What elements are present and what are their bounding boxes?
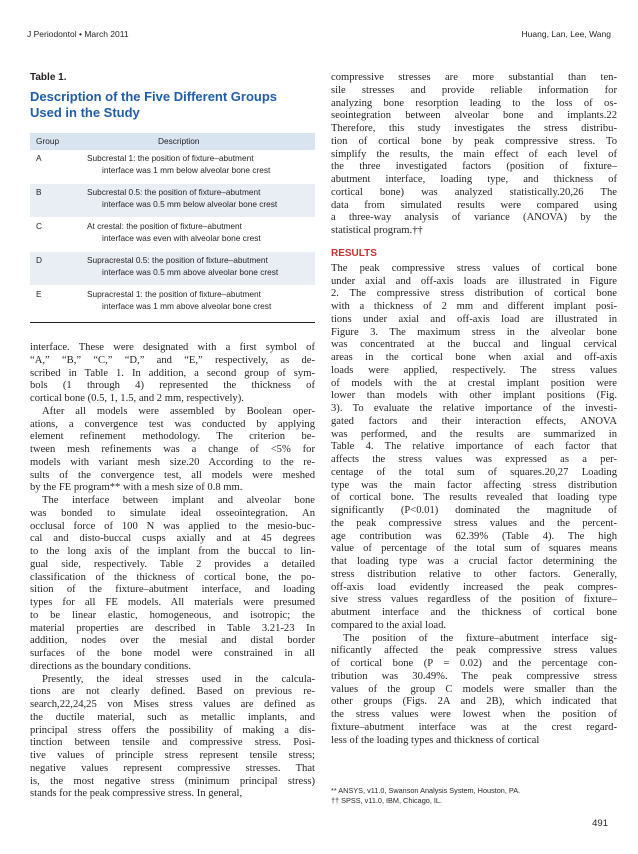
text-line: significantly (P<0.01) dominated the magnitude of bbox=[331, 505, 617, 516]
text-line: cortical bone (0.5, 1, 1.5, and 2 mm, respectively). bbox=[30, 393, 244, 404]
running-head bbox=[27, 29, 611, 43]
text-line: simplify the results, the main effect of each level of bbox=[331, 148, 617, 160]
text-line: ations, a convergence test was conducted by applying bbox=[30, 418, 315, 430]
results-heading: RESULTS bbox=[331, 247, 377, 259]
left-column bbox=[30, 72, 315, 800]
table-row bbox=[30, 184, 315, 218]
text-line: stress distribution relative to other factors. Generally, bbox=[331, 568, 617, 580]
text-line: the stress values were lowest when the position of bbox=[331, 709, 617, 720]
text-line: tion of cortical bone by peak compressive stress. To bbox=[331, 135, 617, 147]
text-line: centage of the total sum of squares.20,27 Loading bbox=[331, 466, 617, 478]
table-title-line: Used in the Study bbox=[30, 105, 140, 120]
text-line: by the FE program** with a mesh size of 0.8 mm. bbox=[30, 482, 243, 494]
group-cell: E bbox=[36, 289, 42, 299]
text-line: gated factors and their interaction effects, ANOVA bbox=[331, 415, 617, 427]
paragraph bbox=[331, 72, 617, 238]
text-line: compressive stresses are more substantial than ten- bbox=[331, 72, 617, 83]
journal-citation: J Periodontol • March 2011 bbox=[27, 29, 129, 39]
text-line: models with variant mesh size.20 According to the re- bbox=[30, 456, 315, 468]
groups-table bbox=[30, 133, 315, 323]
text-line: sile stresses and provide reliable information for bbox=[331, 84, 617, 96]
description-cell: Supracrestal 1: the position of fixture–abutment bbox=[87, 289, 261, 299]
text-line: is, the most negative stress (minimum principal stress) bbox=[30, 775, 315, 787]
table-title-line: Description of the Five Different Groups bbox=[30, 89, 278, 104]
right-column bbox=[331, 72, 617, 747]
text-line: surfaces of the bone model were constrained in all bbox=[30, 648, 315, 659]
text-line: bols (1 through 4) represented the thickness of bbox=[30, 380, 315, 392]
text-line: Table 4. The relative importance of each factor that bbox=[331, 441, 617, 453]
text-line: principal stress offers the possibility of making a dis- bbox=[30, 724, 315, 736]
text-line: other groups (Figs. 2A and 2B), which indicated that bbox=[331, 696, 617, 708]
text-line: less of the loading types and thickness of cortical bbox=[331, 734, 540, 746]
text-line: was concentrated at the buccal and lingual cervical bbox=[331, 339, 617, 351]
text-line: 3). To evaluate the relative importance of the investi- bbox=[331, 403, 617, 414]
table-header-row bbox=[30, 133, 315, 150]
text-line: tions are not clearly defined. Based on previous re- bbox=[30, 686, 315, 698]
text-line: was performed, and the results are summarized in bbox=[331, 428, 617, 440]
table-title bbox=[30, 89, 315, 121]
description-cell-continued: interface was 0.5 mm above alveolar bone crest bbox=[102, 267, 279, 277]
text-line: occlusal force of 100 N was applied to the mesio-buc- bbox=[30, 520, 315, 532]
text-line: abutment interface, loading type, and thickness of bbox=[331, 174, 617, 185]
text-line: search,22,24,25 von Mises stress values are defined as bbox=[30, 699, 315, 710]
text-line: negative values represent compressive stresses. That bbox=[30, 762, 315, 774]
footnote: ** ANSYS, v11.0, Swanson Analysis System, Houston, PA. bbox=[331, 786, 521, 795]
text-line: type was the main factor affecting stress distribution bbox=[331, 479, 617, 491]
text-line: abutment interface and the thickness of cortical bone bbox=[331, 607, 617, 618]
text-line: addition, nodes over the mesial and distal border bbox=[30, 635, 315, 647]
text-line: tinction between tensile and compressive stress. Posi- bbox=[30, 737, 315, 749]
text-line: a three-way analysis of variance (ANOVA) by the bbox=[331, 212, 617, 224]
text-line: the ductile material, such as metallic implants, and bbox=[30, 711, 315, 723]
description-cell: Supracrestal 0.5: the position of fixture–abutment bbox=[87, 255, 268, 265]
footnotes bbox=[331, 786, 617, 806]
text-line: classification of the thickness of cortical bone, the po- bbox=[30, 571, 315, 583]
text-line: element refinement methodology. The criterion be- bbox=[30, 431, 315, 443]
text-line: scribed in Table 1. In addition, a second group of sym- bbox=[30, 367, 315, 379]
paragraph bbox=[30, 674, 315, 802]
text-line: off-axis load evidently increased the peak compres- bbox=[331, 581, 617, 593]
text-line: value of percentage of the total sum of squares means bbox=[331, 543, 617, 555]
table-bottom-rule bbox=[30, 322, 315, 323]
text-line: tions under axial and off-axis load are illustrated in bbox=[331, 313, 617, 325]
group-cell: C bbox=[36, 221, 42, 231]
paragraph bbox=[331, 263, 617, 633]
text-line: values of the group C models were smaller than the bbox=[331, 683, 617, 695]
text-line: analyzing bone resorption leading to the loss of os- bbox=[331, 97, 617, 109]
description-cell-continued: interface was even with alveolar bone crest bbox=[102, 233, 261, 243]
text-line: After all models were assembled by Boolean oper- bbox=[42, 405, 315, 417]
text-line: directions as the boundary conditions. bbox=[30, 660, 191, 672]
text-line: types for all FE models. All materials were presumed bbox=[30, 597, 315, 608]
text-line: age contribution was 62.39% (Table 4). The high bbox=[331, 530, 617, 542]
author-names: Huang, Lan, Lee, Wang bbox=[521, 29, 611, 39]
description-cell: At crestal: the position of fixture–abutment bbox=[87, 221, 242, 231]
text-line: sults of the convergence test, all models were meshed bbox=[30, 469, 315, 481]
text-line: with a thickness of 2 mm and different implant posi- bbox=[331, 301, 617, 312]
text-line: statistical program.†† bbox=[331, 225, 423, 236]
group-cell: A bbox=[36, 153, 42, 163]
text-line: Presently, the ideal stresses used in the calcula- bbox=[42, 673, 315, 685]
text-line: to the long axis of the implant from the buccal to lin- bbox=[30, 546, 315, 557]
text-line: loads were applied, respectively. The stress values bbox=[331, 364, 617, 376]
text-line: The peak compressive stress values of cortical bone bbox=[331, 262, 617, 274]
text-line: tive values of principle stress represent tensile stress; bbox=[30, 750, 315, 761]
column-header-description: Description bbox=[158, 136, 200, 146]
text-line: was bonded to simulate ideal osseointegration. An bbox=[30, 507, 315, 519]
text-line: Figure 3. The maximum stress in the alveolar bone bbox=[331, 326, 617, 338]
description-cell-continued: interface was 0.5 mm below alveolar bone crest bbox=[102, 199, 278, 209]
text-line: areas in the cortical bone when axial and off-axis bbox=[331, 352, 617, 363]
text-line: under axial and off-axis loads are illustrated in Figure bbox=[331, 275, 617, 287]
text-line: fixture–abutment interface was at the crest regard- bbox=[331, 721, 617, 733]
text-line: seointegration between alveolar bone and implants.22 bbox=[331, 110, 617, 122]
text-line: of cortical bone (P = 0.02) and the percentage con- bbox=[331, 658, 617, 669]
table-row bbox=[30, 286, 315, 320]
paragraph bbox=[30, 406, 315, 495]
text-line: compared to the axial load. bbox=[331, 619, 447, 631]
description-cell-continued: interface was 1 mm above alveolar bone crest bbox=[102, 301, 272, 311]
text-line: of models with the at crestal implant position were bbox=[331, 377, 617, 389]
text-line: “A,” “B,” “C,” “D,” and “E,” respectively, as de- bbox=[30, 354, 315, 366]
text-line: cal and disto-buccal cusps axially and at 45 degrees bbox=[30, 533, 315, 545]
group-cell: B bbox=[36, 187, 42, 197]
text-line: affects the stress values was expressed as a per- bbox=[331, 454, 617, 465]
text-line: to be linear elastic, homogeneous, and isotropic; the bbox=[30, 609, 315, 621]
paragraph bbox=[331, 633, 617, 748]
text-line: nificantly affected the peak compressive stress values bbox=[331, 645, 617, 657]
table-row bbox=[30, 218, 315, 252]
text-line: interface. These were designated with a first symbol of bbox=[30, 342, 315, 353]
text-line: stands for the peak compressive stress. In general, bbox=[30, 788, 243, 800]
footnote: †† SPSS, v11.0, IBM, Chicago, IL. bbox=[331, 796, 442, 805]
description-cell: Subcrestal 1: the position of fixture–abutment bbox=[87, 153, 254, 163]
table-row bbox=[30, 150, 315, 184]
paragraph bbox=[30, 342, 315, 406]
text-line: material properties are described in Table 3.21-23 In bbox=[30, 622, 315, 634]
text-line: lower than models with other implant positions (Fig. bbox=[331, 390, 617, 402]
table-label: Table 1. bbox=[30, 72, 67, 83]
text-line: sition of the fixture–abutment interface, and loading bbox=[30, 584, 315, 596]
description-cell-continued: interface was 1 mm below alveolar bone crest bbox=[102, 165, 271, 175]
text-line: of cortical bone. The results revealed that loading type bbox=[331, 492, 617, 504]
text-line: 2. The compressive stress distribution of cortical bone bbox=[331, 288, 617, 300]
text-line: the three investigated factors (position of fixture– bbox=[331, 161, 617, 173]
table-row bbox=[30, 252, 315, 286]
text-line: the peak compressive stress values and the percent- bbox=[331, 517, 617, 529]
text-line: gual side, respectively. Table 2 provides a detailed bbox=[30, 558, 315, 570]
description-cell: Subcrestal 0.5: the position of fixture–abutment bbox=[87, 187, 261, 197]
text-line: The interface between implant and alveolar bone bbox=[42, 495, 315, 506]
group-cell: D bbox=[36, 255, 42, 265]
column-header-group: Group bbox=[36, 136, 60, 146]
text-line: data from simulated results were compared using bbox=[331, 199, 617, 211]
text-line: Therefore, this study investigates the stress distribu- bbox=[331, 123, 617, 134]
text-line: cortical bone) was analyzed statistically.20,26 The bbox=[331, 186, 617, 198]
text-line: tween mesh refinements was a change of <5% for bbox=[30, 444, 315, 455]
text-line: The position of the fixture–abutment interface sig- bbox=[343, 632, 617, 644]
page-number: 491 bbox=[592, 818, 608, 829]
paragraph bbox=[30, 495, 315, 674]
text-line: tribution was 30.49%. The peak compressive stress bbox=[331, 670, 617, 682]
text-line: sive stress values regardless of the position of fixture– bbox=[331, 594, 617, 606]
text-line: that loading type was a crucial factor determining the bbox=[331, 556, 617, 567]
